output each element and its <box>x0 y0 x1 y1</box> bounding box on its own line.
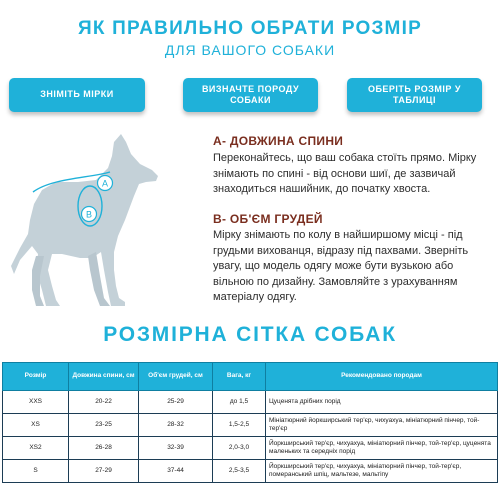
cell-breeds: Цуценята дрібних порід <box>266 391 498 414</box>
cell-size: XS <box>3 414 69 437</box>
cell-weight: 2,0-3,0 <box>213 437 266 460</box>
cell-weight: 1,5-2,5 <box>213 414 266 437</box>
size-grid-title: РОЗМІРНА СІТКА СОБАК <box>103 323 397 346</box>
marker-a-label: A <box>101 178 109 189</box>
cell-back-length: 27-29 <box>69 460 139 483</box>
page-subtitle: ДЛЯ ВАШОГО СОБАКИ <box>164 42 336 58</box>
header-weight: Вага, кг <box>213 363 266 391</box>
cell-chest: 28-32 <box>139 414 213 437</box>
header-back-length: Довжина спини, см <box>69 363 139 391</box>
cell-breeds: Йоркширський тер'єр, чихуахуа, мініатюрний пінчер, той-тер'єр, цуценята маленьких та середніх порід <box>266 437 498 460</box>
header-breeds: Рекомендовано породам <box>266 363 498 391</box>
header-chest: Об'єм грудей, см <box>139 363 213 391</box>
cell-back-length: 23-25 <box>69 414 139 437</box>
section-b-heading: В- ОБ'ЄМ ГРУДЕЙ <box>213 212 323 226</box>
section-a-heading: А- ДОВЖИНА СПИНИ <box>213 134 344 148</box>
step-measure-button[interactable]: ЗНІМІТЬ МІРКИ <box>9 78 145 112</box>
cell-chest: 37-44 <box>139 460 213 483</box>
header-size: Розмір <box>3 363 69 391</box>
cell-size: XXS <box>3 391 69 414</box>
cell-breeds: Мініатюрний йоркширський тер'єр, чихуахуа, мініатюрний пінчер, той-тер'єр <box>266 414 498 437</box>
table-header-row <box>3 363 498 391</box>
table-row <box>3 460 498 483</box>
cell-size: XS2 <box>3 437 69 460</box>
size-table <box>2 362 498 483</box>
cell-chest: 32-39 <box>139 437 213 460</box>
cell-breeds: Йоркширський тер'єр, чихуахуа, мініатюрний пінчер, той-тер'єр, померанський шпіц, мальтезе, мальтіпу <box>266 460 498 483</box>
dog-silhouette <box>0 120 200 320</box>
section-b-text: Мірку знімають по колу в найширшому місці - під грудьми вихованця, відразу під пахвами. Зверніть увагу, що модель одягу може бути вузькою або вільною по дизайну. Замовляйте з урахуванням матеріалу одягу. <box>213 229 469 304</box>
cell-chest: 25-29 <box>139 391 213 414</box>
cell-weight: до 1,5 <box>213 391 266 414</box>
page-title: ЯК ПРАВИЛЬНО ОБРАТИ РОЗМІР <box>78 18 422 39</box>
cell-weight: 2,5-3,5 <box>213 460 266 483</box>
section-a-text: Переконайтесь, що ваш собака стоїть прямо. Мірку знімають по спині - від основи шиї, де зазвичай знаходиться нашийник, до початку хвоста. <box>213 152 477 196</box>
table-row <box>3 437 498 460</box>
cell-size: S <box>3 460 69 483</box>
dog-measurement-diagram <box>0 120 200 320</box>
cell-back-length: 26-28 <box>69 437 139 460</box>
table-row <box>3 414 498 437</box>
step-size-button[interactable]: ОБЕРІТЬ РОЗМІР У ТАБЛИЦІ <box>347 78 482 112</box>
cell-back-length: 20-22 <box>69 391 139 414</box>
marker-b-label: B <box>85 209 93 220</box>
step-breed-button[interactable]: ВИЗНАЧТЕ ПОРОДУ СОБАКИ <box>183 78 318 112</box>
table-row <box>3 391 498 414</box>
